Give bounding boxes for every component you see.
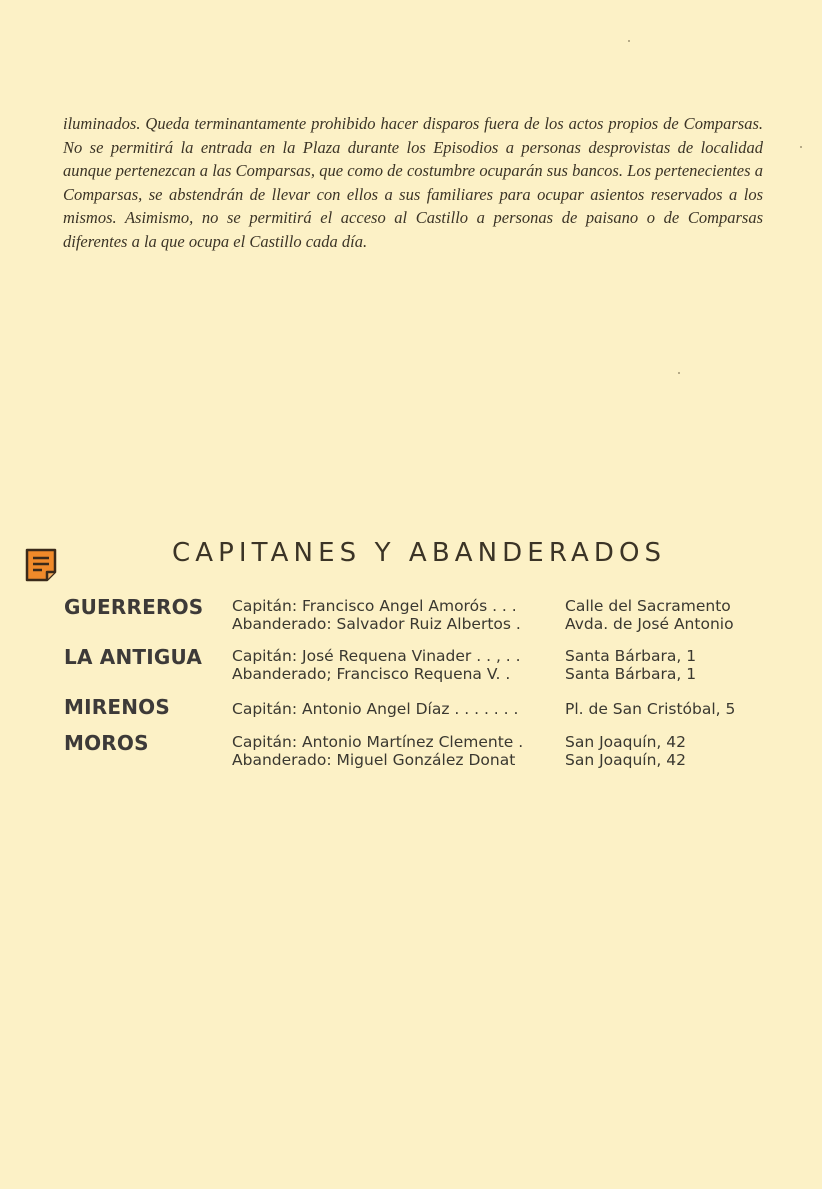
address-cell: Santa Bárbara, 1 [565, 665, 697, 683]
table-row [232, 647, 792, 666]
role-cell: Abanderado: Salvador Ruiz Albertos . [232, 615, 521, 633]
role-cell: Capitán: Antonio Angel Díaz . . . . . . . [232, 700, 519, 718]
intro-text: iluminados. Queda terminantamente prohibido hacer disparos fuera de los actos propios de Comparsas. No se permitirá la entrada en la Plaza durante los Episodios a personas desprovistas de localidad aunque pertenezcan a las Comparsas, que como de costumbre ocuparán sus bancos. Los pertenecientes a Comparsas, se abstendrán de llevar con ellos a sus familiares para ocupar asientos reservados a los mismos. Asimismo, no se permitirá el acceso al Castillo a personas de paisano o de Comparsas diferentes a la que ocupa el Castillo cada día. [63, 114, 763, 251]
note-icon[interactable] [25, 548, 57, 582]
address-cell: Avda. de José Antonio [565, 615, 734, 633]
table-row [232, 751, 792, 770]
role-cell: Abanderado; Francisco Requena V. . [232, 665, 511, 683]
paper-speck [628, 40, 630, 42]
table-row [232, 733, 792, 752]
table-row [232, 700, 792, 719]
table-row [232, 615, 792, 634]
group-name: GUERREROS [64, 595, 204, 619]
table-row [232, 665, 792, 684]
address-cell: Pl. de San Cristóbal, 5 [565, 700, 736, 718]
paper-speck [800, 146, 802, 148]
group-name: LA ANTIGUA [64, 645, 203, 669]
group-name: MOROS [64, 731, 149, 755]
address-cell: San Joaquín, 42 [565, 751, 687, 769]
role-cell: Abanderado: Miguel González Donat [232, 751, 516, 769]
intro-paragraph [63, 112, 763, 254]
role-cell: Capitán: José Requena Vinader . . , . . [232, 647, 521, 665]
role-cell: Capitán: Antonio Martínez Clemente . [232, 733, 524, 751]
paper-speck [678, 372, 680, 374]
address-cell: Calle del Sacramento [565, 597, 731, 615]
address-cell: San Joaquín, 42 [565, 733, 687, 751]
table-row [232, 597, 792, 616]
address-cell: Santa Bárbara, 1 [565, 647, 697, 665]
group-name: MIRENOS [64, 695, 170, 719]
role-cell: Capitán: Francisco Angel Amorós . . . [232, 597, 517, 615]
section-title: CAPITANES Y ABANDERADOS [172, 538, 667, 568]
